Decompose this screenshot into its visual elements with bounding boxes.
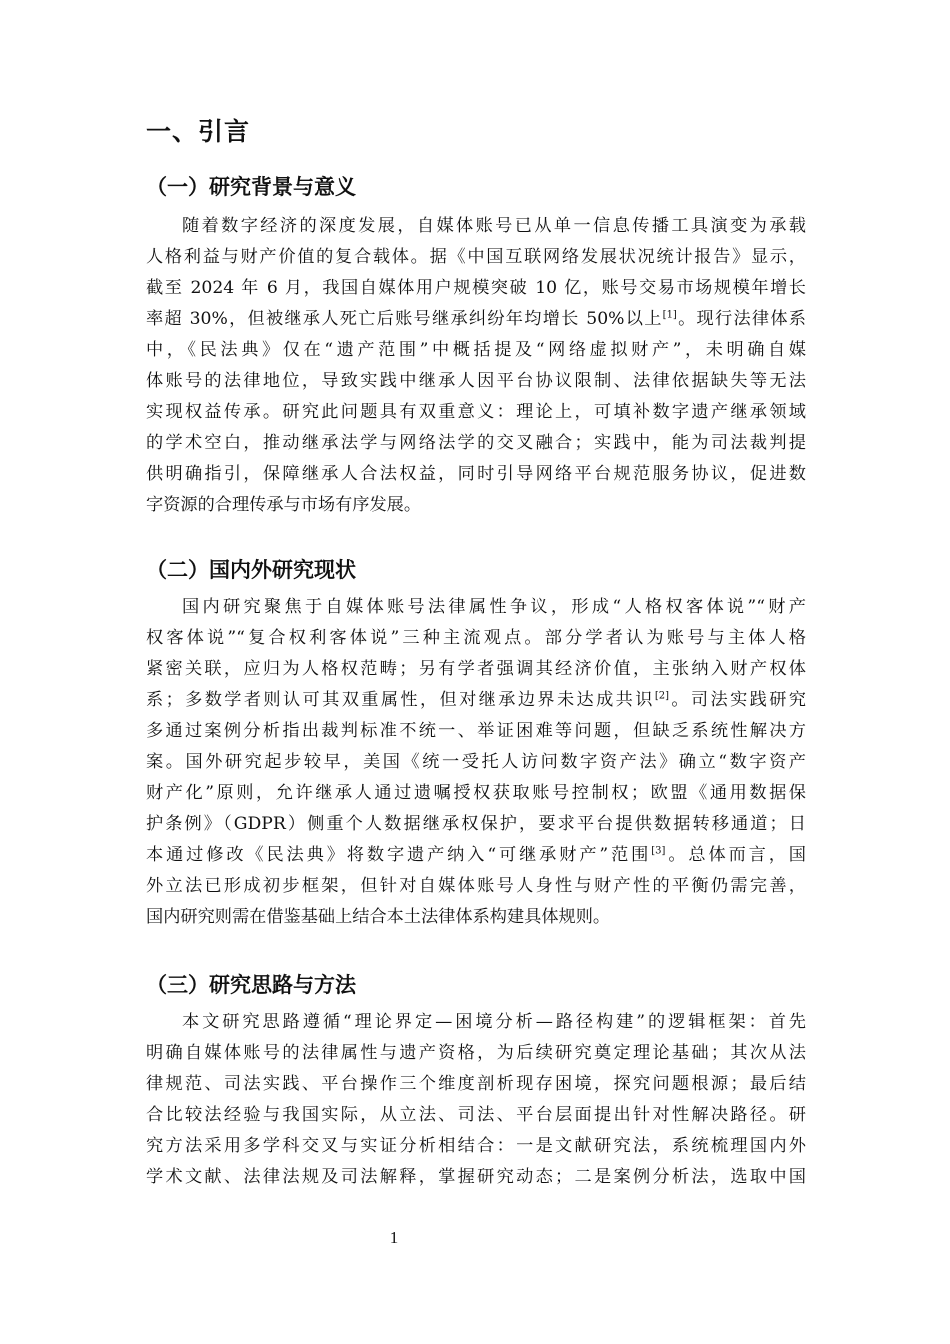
section-heading-methods: （三）研究思路与方法 [146,973,356,997]
text-line: 国内研究聚焦于自媒体账号法律属性争议，形成“人格权客体说”“财产 [182,597,806,617]
text-run: 率超 30%，但被继承人死亡后账号继承纠纷年均增长 50%以上 [146,309,663,329]
text-line: 多通过案例分析指出裁判标准不统一、举证困难等问题，但缺乏系统性解决方 [146,721,806,741]
text-line: 体账号的法律地位，导致实践中继承人因平台协议限制、法律依据缺失等无法 [146,371,806,391]
citation-ref: [1] [662,309,677,321]
text-line: 本文研究思路遵循“理论界定—困境分析—路径构建”的逻辑框架：首先 [182,1012,806,1032]
text-line: 紧密关联，应归为人格权范畴；另有学者强调其经济价值，主张纳入财产权体 [146,659,806,679]
text-line [146,840,806,871]
text-run: 。总体而言，国 [665,845,806,865]
section-heading-research-status: （二）国内外研究现状 [146,558,356,582]
text-run: 系；多数学者则认可其双重属性，但对继承边界未达成共识 [146,690,655,710]
text-line: 律规范、司法实践、平台操作三个维度剖析现存困境，探究问题根源；最后结 [146,1074,806,1094]
text-run: 本通过修改《民法典》将数字遗产纳入“可继承财产”范围 [146,845,652,865]
text-line: 护条例》（GDPR）侧重个人数据继承权保护，要求平台提供数据转移通道；日 [146,814,806,834]
text-line: 究方法采用多学科交叉与实证分析相结合：一是文献研究法，系统梳理国内外 [146,1136,806,1156]
text-line: 实现权益传承。研究此问题具有双重意义：理论上，可填补数字遗产继承领域 [146,402,806,422]
text-line: 学术文献、法律法规及司法解释，掌握研究动态；二是案例分析法，选取中国 [146,1167,806,1187]
citation-ref: [3] [651,845,666,857]
text-line: 明确自媒体账号的法律属性与遗产资格，为后续研究奠定理论基础；其次从法 [146,1043,806,1063]
text-line: 的学术空白，推动继承法学与网络法学的交叉融合；实践中，能为司法裁判提 [146,433,806,453]
text-line: 供明确指引，保障继承人合法权益，同时引导网络平台规范服务协议，促进数 [146,464,806,484]
section-heading-background: （一）研究背景与意义 [146,175,356,199]
text-line: 权客体说”“复合权利客体说”三种主流观点。部分学者认为账号与主体人格 [146,628,806,648]
page-number: 1 [389,1228,399,1247]
text-line: 截至 2024 年 6 月，我国自媒体用户规模突破 10 亿，账号交易市场规模年增长 [146,278,806,298]
text-line [146,685,806,716]
text-run: 。司法实践研究 [668,690,806,710]
text-run: 。现行法律体系 [676,309,806,329]
text-line: 字资源的合理传承与市场有序发展。 [146,495,422,515]
text-line: 案。国外研究起步较早，美国《统一受托人访问数字资产法》确立“数字资产 [146,752,806,772]
text-line: 国内研究则需在借鉴基础上结合本土法律体系构建具体规则。 [146,907,611,927]
text-line: 中，《民法典》仅在“遗产范围”中概括提及“网络虚拟财产”，未明确自媒 [146,340,806,360]
text-line: 外立法已形成初步框架，但针对自媒体账号人身性与财产性的平衡仍需完善， [146,876,806,896]
paragraph-research-status [146,592,806,933]
text-line: 合比较法经验与我国实际，从立法、司法、平台层面提出针对性解决路径。研 [146,1105,806,1125]
text-line: 财产化”原则，允许继承人通过遗嘱授权获取账号控制权；欧盟《通用数据保 [146,783,806,803]
paragraph-methods [146,1007,806,1193]
text-line: 随着数字经济的深度发展，自媒体账号已从单一信息传播工具演变为承载 [182,216,806,236]
chapter-heading: 一、引言 [146,117,251,146]
paragraph-background [146,211,806,521]
text-line: 人格利益与财产价值的复合载体。据《中国互联网络发展状况统计报告》显示， [146,247,806,267]
text-line [146,304,806,335]
citation-ref: [2] [654,690,669,702]
